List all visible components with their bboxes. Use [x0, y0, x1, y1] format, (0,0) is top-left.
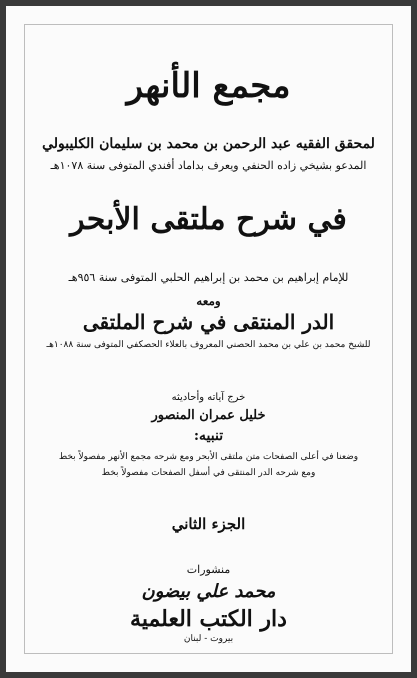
publisher-name: محمد علي بيضون	[141, 581, 276, 602]
author-line-1: لمحقق الفقيه عبد الرحمن بن محمد بن سليمان الكليبولي	[42, 136, 375, 152]
editor-name: خليل عمران المنصور	[151, 408, 266, 423]
secondary-title: في شرح ملتقى الأبحر	[70, 202, 347, 237]
author-line-4: للشيخ محمد بن علي بن محمد الحصني المعروف بالعلاء الحصكفي المتوفى سنة ١٠٨٨هـ	[46, 340, 371, 350]
main-title: مجمع الأنهر	[126, 66, 291, 106]
note-line-1: وضعنا في أعلى الصفحات متن ملتقى الأبحر ومع شرحه مجمع الأنهر مفصولاً بخط	[58, 452, 359, 462]
editor-label: خرج آياته وأحاديثه	[171, 392, 246, 403]
publisher-city: بيروت - لبنان	[183, 634, 234, 644]
author-line-2: المدعو بشيخي زاده الحنفي ويعرف بداماد أفندي المتوفى سنة ١٠٧٨هـ	[50, 159, 367, 172]
with-label: ومعه	[196, 294, 221, 308]
author-line-3: للإمام إبراهيم بن محمد بن إبراهيم الحلبي المتوفى سنة ٩٥٦هـ	[68, 271, 349, 284]
publisher-label: منشورات	[186, 563, 231, 576]
volume-label: الجزء الثاني	[171, 515, 246, 533]
inner-frame	[24, 24, 393, 654]
tertiary-title: الدر المنتقى في شرح الملتقى	[82, 310, 335, 334]
publisher-house: دار الكتب العلمية	[130, 606, 287, 632]
note-line-2: ومع شرحه الدر المنتقى في أسفل الصفحات مفصولاً بخط	[101, 468, 316, 478]
note-label: تنبيه:	[193, 428, 224, 444]
